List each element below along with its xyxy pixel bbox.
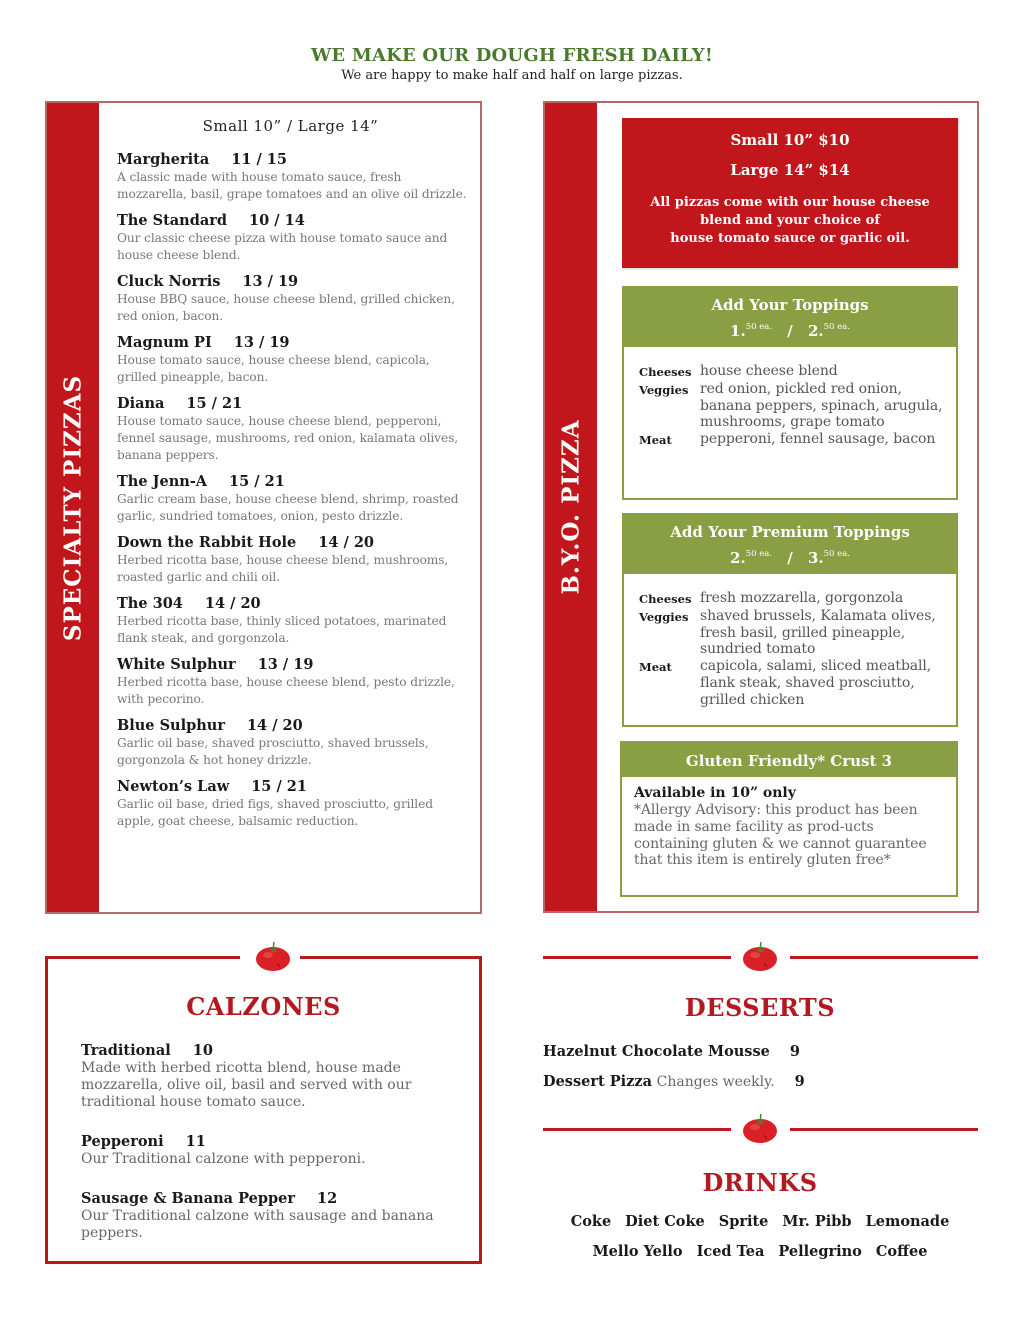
calzone-name: Sausage & Banana Pepper bbox=[81, 1190, 295, 1207]
toppings-table bbox=[624, 347, 956, 449]
calzone-name: Pepperoni bbox=[81, 1133, 164, 1150]
pizza-price: 15 / 21 bbox=[229, 473, 285, 490]
pizza-description: Garlic cream base, house cheese blend, shrimp, roasted garlic, sundried tomatoes, onion, pesto drizzle. bbox=[117, 492, 459, 523]
drink-item: Iced Tea bbox=[696, 1243, 765, 1260]
calzone-name-row bbox=[81, 1042, 459, 1060]
pizza-name: White Sulphur bbox=[117, 656, 236, 673]
calzone-item bbox=[81, 1190, 459, 1242]
calzone-description: Our Traditional calzone with sausage and banana peppers. bbox=[81, 1208, 434, 1241]
calzone-price: 12 bbox=[316, 1190, 338, 1207]
gluten-title: Gluten Friendly* Crust 3 bbox=[685, 752, 893, 770]
drinks-title: DRINKS bbox=[702, 1168, 818, 1197]
byo-price-card bbox=[622, 118, 958, 268]
divider-rule bbox=[45, 956, 240, 959]
pizza-name-row bbox=[117, 534, 470, 552]
topping-category: Veggies bbox=[639, 609, 689, 624]
premium-toppings-card bbox=[622, 513, 958, 727]
pizza-item bbox=[117, 534, 470, 586]
pizza-item bbox=[117, 273, 470, 325]
pizza-name: Newton’s Law bbox=[117, 778, 230, 795]
pizza-price: 10 / 14 bbox=[249, 212, 305, 229]
dessert-price: 9 bbox=[789, 1043, 800, 1060]
price-slash: / bbox=[787, 549, 793, 567]
calzone-name-row bbox=[81, 1133, 459, 1151]
toppings-header bbox=[624, 288, 956, 347]
drink-item: Sprite bbox=[718, 1213, 769, 1230]
pizza-description: A classic made with house tomato sauce, fresh mozzarella, basil, grape tomatoes and an olive oil drizzle. bbox=[117, 170, 467, 201]
specialty-label: SPECIALTY PIZZAS bbox=[59, 374, 87, 641]
dessert-price: 9 bbox=[794, 1073, 805, 1090]
price-whole: 2. bbox=[807, 322, 824, 340]
specialty-pizzas-section bbox=[45, 101, 482, 914]
topping-items: house cheese blend bbox=[700, 363, 838, 379]
premium-title: Add Your Premium Toppings bbox=[670, 523, 910, 541]
calzones-section bbox=[45, 956, 482, 1264]
drinks-row bbox=[535, 1213, 985, 1230]
byo-small-price: Small 10” $10 bbox=[730, 131, 850, 149]
topping-row bbox=[639, 431, 956, 449]
topping-category: Veggies bbox=[639, 382, 689, 397]
toppings-card bbox=[622, 286, 958, 500]
pizza-item bbox=[117, 334, 470, 386]
calzone-price: 10 bbox=[192, 1042, 213, 1059]
topping-items: capicola, salami, sliced meatball, flank steak, shaved prosciutto, grilled chicken bbox=[700, 658, 932, 708]
pizza-price: 14 / 20 bbox=[318, 534, 374, 551]
topping-items: red onion, pickled red onion, banana peppers, spinach, arugula, mushrooms, grape tomato bbox=[700, 380, 943, 431]
drink-item: Mr. Pibb bbox=[782, 1213, 852, 1230]
topping-items: pepperoni, fennel sausage, bacon bbox=[700, 431, 936, 448]
pizza-item bbox=[117, 395, 470, 464]
pizza-price: 13 / 19 bbox=[257, 656, 314, 673]
calzone-price: 11 bbox=[185, 1133, 206, 1150]
divider-rule bbox=[543, 1128, 731, 1131]
tomato-icon bbox=[255, 940, 291, 972]
calzone-description: Our Traditional calzone with pepperoni. bbox=[81, 1151, 366, 1167]
pizza-description: Herbed ricotta base, house cheese blend, mushrooms, roasted garlic and chili oil. bbox=[117, 553, 449, 584]
pizza-name-row bbox=[117, 595, 470, 613]
gluten-friendly-card bbox=[620, 741, 958, 897]
drink-item: Coffee bbox=[875, 1243, 928, 1260]
price-whole: 2. bbox=[730, 549, 746, 567]
desserts-title: DESSERTS bbox=[684, 993, 836, 1022]
pizza-name: Blue Sulphur bbox=[117, 717, 225, 734]
pizza-name-row bbox=[117, 778, 470, 796]
drink-item: Pellegrino bbox=[778, 1243, 862, 1260]
pizza-description: Herbed ricotta base, thinly sliced potatoes, marinated flank steak, and gorgonzola. bbox=[117, 614, 447, 645]
topping-row bbox=[639, 381, 956, 431]
premium-prices bbox=[624, 543, 956, 574]
dessert-item bbox=[543, 1073, 805, 1091]
pizza-price: 15 / 21 bbox=[251, 778, 307, 795]
specialty-side-band bbox=[47, 103, 99, 912]
pizza-name-row bbox=[117, 473, 470, 491]
pizza-name: Margherita bbox=[117, 151, 210, 168]
allergy-advisory: *Allergy Advisory: this product has been made in same facility as prod-ucts containing gluten & we cannot guarantee that this item is entirely gluten free* bbox=[634, 802, 927, 869]
topping-items: fresh mozzarella, gorgonzola bbox=[700, 590, 904, 606]
pizza-name-row bbox=[117, 334, 470, 352]
byo-side-band bbox=[545, 103, 597, 911]
calzone-list bbox=[81, 1042, 459, 1264]
pizza-price: 11 / 15 bbox=[231, 151, 287, 168]
pizza-name: Magnum PI bbox=[117, 334, 212, 351]
topping-category: Meat bbox=[639, 433, 672, 448]
pizza-description: Herbed ricotta base, house cheese blend, pesto drizzle, with pecorino. bbox=[117, 675, 455, 706]
gluten-body bbox=[622, 777, 956, 869]
calzone-name: Traditional bbox=[81, 1042, 171, 1059]
byo-pizza-section bbox=[543, 101, 979, 913]
dessert-name: Dessert Pizza bbox=[543, 1073, 653, 1090]
pizza-name-row bbox=[117, 151, 470, 169]
price-whole: 1. bbox=[730, 322, 746, 340]
gluten-availability: Available in 10” only bbox=[634, 785, 796, 801]
pizza-description: Garlic oil base, shaved prosciutto, shaved brussels, gorgonzola & hot honey drizzle. bbox=[117, 736, 429, 767]
drink-item: Coke bbox=[570, 1213, 612, 1230]
topping-category: Cheeses bbox=[639, 592, 692, 606]
calzone-description: Made with herbed ricotta blend, house made mozzarella, olive oil, basil and served with our traditional house tomato sauce. bbox=[81, 1060, 412, 1110]
pizza-description: House tomato sauce, house cheese blend, pepperoni, fennel sausage, mushrooms, red onion, kalamata olives, banana peppers. bbox=[117, 414, 458, 462]
pizza-name: The Jenn-A bbox=[117, 473, 208, 490]
topping-row bbox=[639, 658, 956, 708]
price-slash: / bbox=[787, 322, 793, 340]
pizza-item bbox=[117, 151, 470, 203]
toppings-title: Add Your Toppings bbox=[711, 296, 869, 314]
pizza-item bbox=[117, 595, 470, 647]
byo-note bbox=[622, 194, 958, 248]
price-cents: 50 ea. bbox=[823, 322, 850, 332]
pizza-price: 13 / 19 bbox=[233, 334, 290, 351]
drink-item: Lemonade bbox=[865, 1213, 950, 1230]
tomato-icon bbox=[742, 1112, 778, 1144]
pizza-name-row bbox=[117, 656, 470, 674]
subline: We are happy to make half and half on large pizzas. bbox=[341, 68, 683, 83]
pizza-name: The Standard bbox=[117, 212, 228, 229]
calzone-item bbox=[81, 1042, 459, 1111]
pizza-description: House BBQ sauce, house cheese blend, grilled chicken, red onion, bacon. bbox=[117, 292, 455, 323]
tomato-icon bbox=[742, 940, 778, 972]
pizza-item bbox=[117, 656, 470, 708]
pizza-name: Cluck Norris bbox=[117, 273, 221, 290]
topping-category: Cheeses bbox=[639, 365, 692, 379]
price-cents: 50 ea. bbox=[745, 322, 773, 332]
price-cents: 50 ea. bbox=[823, 549, 850, 559]
byo-label: B.Y.O. PIZZA bbox=[557, 419, 585, 595]
divider-rule bbox=[300, 956, 482, 959]
dessert-note: Changes weekly. bbox=[656, 1074, 775, 1090]
premium-header bbox=[624, 515, 956, 574]
pizza-item bbox=[117, 778, 470, 830]
pizza-name-row bbox=[117, 717, 470, 735]
headline: WE MAKE OUR DOUGH FRESH DAILY! bbox=[311, 45, 713, 66]
pizza-name-row bbox=[117, 273, 470, 291]
drink-item: Diet Coke bbox=[625, 1213, 705, 1230]
pizza-price: 13 / 19 bbox=[242, 273, 299, 290]
byo-note-line: house tomato sauce or garlic oil. bbox=[670, 231, 910, 246]
dessert-item bbox=[543, 1043, 800, 1061]
pizza-name-row bbox=[117, 212, 470, 230]
price-cents: 50 ea. bbox=[745, 549, 773, 559]
premium-table bbox=[624, 574, 956, 709]
pizza-price: 14 / 20 bbox=[246, 717, 303, 734]
topping-row bbox=[639, 590, 956, 608]
size-header: Small 10” / Large 14” bbox=[202, 117, 379, 135]
byo-large-price: Large 14” $14 bbox=[730, 161, 850, 179]
pizza-price: 14 / 20 bbox=[204, 595, 261, 612]
byo-note-line: blend and your choice of bbox=[700, 213, 880, 228]
topping-row bbox=[639, 363, 956, 381]
pizza-description: Our classic cheese pizza with house tomato sauce and house cheese blend. bbox=[117, 231, 448, 262]
calzones-title: CALZONES bbox=[186, 992, 341, 1021]
menu-header bbox=[0, 44, 1024, 84]
price-whole: 3. bbox=[807, 549, 824, 567]
pizza-description: Garlic oil base, dried figs, shaved prosciutto, grilled apple, goat cheese, balsamic reduction. bbox=[117, 797, 433, 828]
pizza-item bbox=[117, 717, 470, 769]
divider-rule bbox=[790, 1128, 978, 1131]
gluten-header bbox=[622, 743, 956, 777]
divider-rule bbox=[543, 956, 731, 959]
topping-category: Meat bbox=[639, 660, 672, 675]
drink-item: Mello Yello bbox=[592, 1243, 683, 1260]
pizza-price: 15 / 21 bbox=[186, 395, 243, 412]
byo-note-line: All pizzas come with our house cheese bbox=[650, 195, 930, 210]
calzone-item bbox=[81, 1133, 459, 1168]
topping-items: shaved brussels, Kalamata olives, fresh basil, grilled pineapple, sundried tomato bbox=[700, 607, 936, 658]
dessert-name: Hazelnut Chocolate Mousse bbox=[543, 1043, 770, 1060]
pizza-name-row bbox=[117, 395, 470, 413]
specialty-list bbox=[117, 117, 470, 839]
toppings-prices bbox=[624, 316, 956, 347]
pizza-name: The 304 bbox=[117, 595, 183, 612]
pizza-description: House tomato sauce, house cheese blend, capicola, grilled pineapple, bacon. bbox=[117, 353, 430, 384]
pizza-name: Down the Rabbit Hole bbox=[117, 534, 297, 551]
drinks-row bbox=[535, 1243, 985, 1260]
calzone-name-row bbox=[81, 1190, 459, 1208]
divider-rule bbox=[790, 956, 978, 959]
topping-row bbox=[639, 608, 956, 658]
pizza-item bbox=[117, 212, 470, 264]
pizza-name: Diana bbox=[117, 395, 165, 412]
pizza-item bbox=[117, 473, 470, 525]
